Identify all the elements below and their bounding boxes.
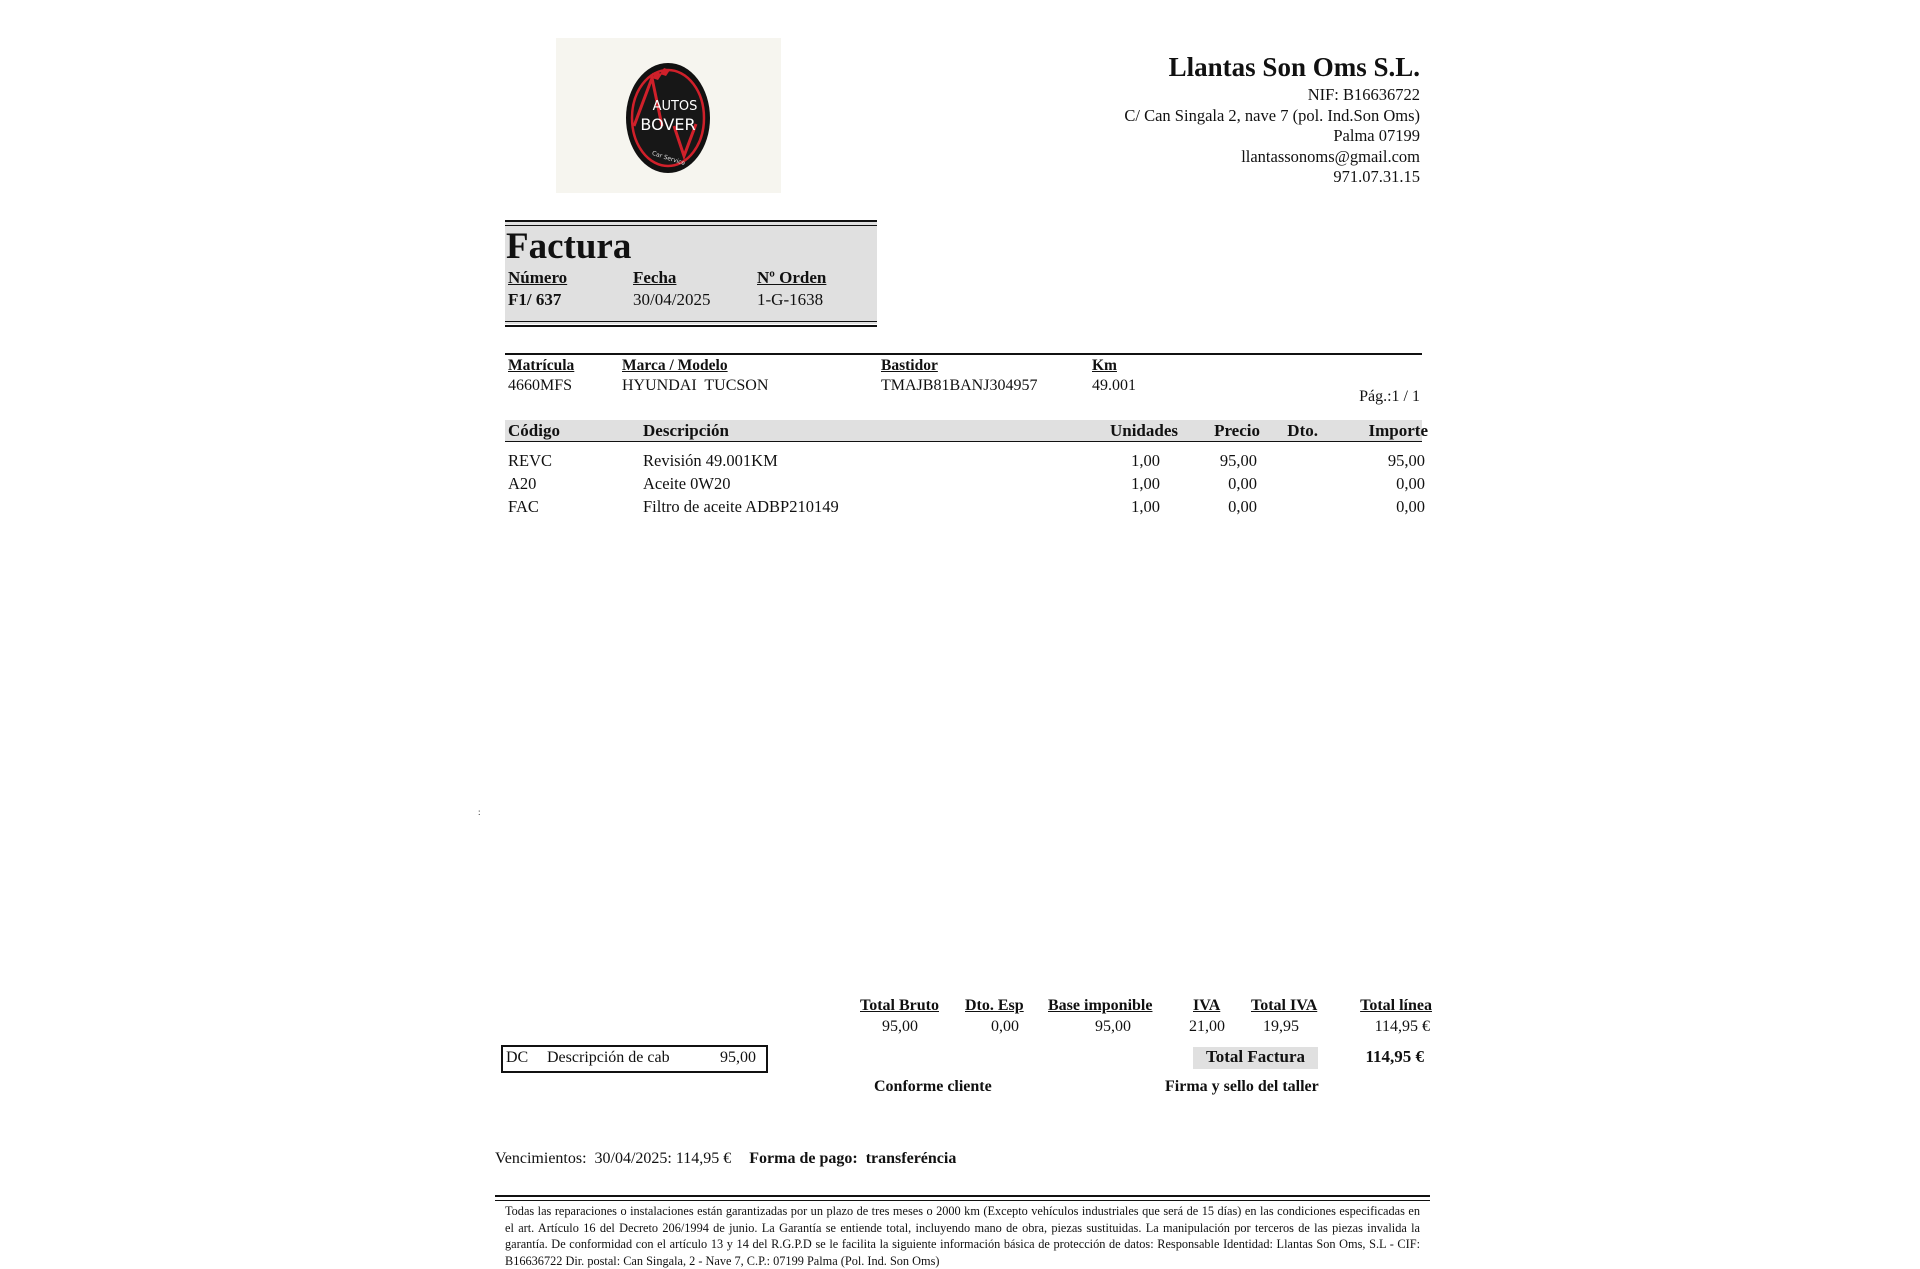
forma-pago-label: Forma de pago: — [749, 1150, 858, 1167]
company-header — [1124, 50, 1420, 188]
row-3-descripcion: Filtro de aceite ADBP210149 — [643, 497, 839, 516]
row-3-codigo: FAC — [508, 497, 539, 516]
iva-label: IVA — [1193, 997, 1221, 1014]
row-3-precio: 0,00 — [1228, 497, 1257, 516]
row-3-importe: 0,00 — [1396, 497, 1425, 516]
footer-rule — [495, 1195, 1430, 1201]
matricula-label: Matrícula — [508, 357, 575, 374]
legal-text: Todas las reparaciones o instalaciones están garantizadas por un plazo de tres meses o 2000 km (Excepto vehículos industriales que será de 15 días) en las condiciones especificadas en el art. Artículo 16 del Decreto 206/1994 de junio. La Garantía se entiende total, incluyendo mano de obra, piezas sustituidas. La manipulación por terceros de las piezas invalida la garantía. De conformidad con el artículo 13 y 14 del R.G.P.D se le facilita la siguiente información básica de protección de datos: Responsable Identidad: Llantas Son Oms, S.L - CIF: B16636722 Dir. postal: Can Singala, 2 - Nave 7, C.P.: 07199 Palma (Pol. Ind. Son Oms) — [505, 1204, 1420, 1268]
conforme-cliente: Conforme cliente — [874, 1078, 992, 1095]
fecha-label: Fecha — [633, 268, 677, 287]
base-imponible-value: 95,00 — [1095, 1018, 1131, 1035]
invoice-date: 30/04/2025 — [633, 290, 711, 309]
dto-esp-label: Dto. Esp — [965, 997, 1024, 1014]
firma-taller: Firma y sello del taller — [1165, 1078, 1319, 1095]
company-city: Palma 07199 — [1333, 126, 1420, 145]
total-bruto-value: 95,00 — [882, 1018, 918, 1035]
row-1-codigo: REVC — [508, 451, 553, 470]
dc-amount: 95,00 — [720, 1049, 756, 1066]
col-precio-header: Precio — [1214, 421, 1260, 440]
dc-box — [501, 1045, 768, 1073]
col-importe-header: Importe — [1368, 421, 1428, 440]
dc-description: Descripción de cab — [547, 1049, 670, 1066]
total-linea-value: 114,95 € — [1374, 1018, 1430, 1035]
row-2-importe: 0,00 — [1396, 474, 1425, 493]
row-2-unidades: 1,00 — [1131, 474, 1160, 493]
total-bruto-label: Total Bruto — [860, 997, 939, 1014]
col-descripcion-header: Descripción — [643, 421, 729, 440]
total-iva-label: Total IVA — [1251, 997, 1318, 1014]
invoice-title: Factura — [506, 226, 632, 267]
payment-line — [495, 1150, 956, 1168]
logo-text-autos: AUTOS — [652, 99, 698, 114]
side-mark: : — [478, 807, 481, 817]
company-name: Llantas Son Oms S.L. — [1168, 52, 1420, 82]
modelo-value: HYUNDAI TUCSON — [622, 377, 769, 394]
logo-text-service: Car Service — [651, 149, 686, 168]
company-nif: NIF: B16636722 — [1307, 85, 1420, 104]
col-dto-header: Dto. — [1287, 421, 1318, 440]
header-box-bottom-rule — [505, 321, 877, 327]
forma-pago-value: transferéncia — [865, 1150, 957, 1167]
logo-text-bover: BOVER — [640, 115, 696, 134]
autos-bover-logo-image — [556, 38, 781, 193]
modelo-label: Marca / Modelo — [622, 357, 728, 374]
orden-label: Nº Orden — [757, 268, 827, 287]
dc-code: DC — [506, 1049, 529, 1066]
total-linea-label: Total línea — [1360, 997, 1432, 1014]
matricula-value: 4660MFS — [508, 377, 573, 394]
km-value: 49.001 — [1092, 377, 1136, 394]
company-email: llantassonoms@gmail.com — [1241, 146, 1420, 166]
company-logo — [556, 38, 781, 193]
row-1-precio: 95,00 — [1219, 451, 1257, 470]
bastidor-label: Bastidor — [881, 357, 938, 374]
row-2-codigo: A20 — [508, 474, 537, 493]
row-1-descripcion: Revisión 49.001KM — [643, 451, 778, 470]
total-factura-label: Total Factura — [1205, 1047, 1305, 1066]
page-number: Pág.:1 / 1 — [1359, 388, 1420, 405]
iva-value: 21,00 — [1189, 1018, 1225, 1035]
row-1-importe: 95,00 — [1387, 451, 1425, 470]
row-2-descripcion: Aceite 0W20 — [643, 474, 731, 493]
company-address: C/ Can Singala 2, nave 7 (pol. Ind.Son Oms) — [1124, 105, 1420, 125]
vencimientos: Vencimientos: 30/04/2025: 114,95 € — [495, 1150, 732, 1167]
col-codigo-header: Código — [508, 421, 560, 440]
row-1-unidades: 1,00 — [1131, 451, 1160, 470]
total-iva-value: 19,95 — [1263, 1018, 1299, 1035]
bastidor-value: TMAJB81BANJ304957 — [881, 377, 1038, 394]
total-factura-value: 114,95 € — [1365, 1047, 1424, 1066]
col-unidades-header: Unidades — [1109, 421, 1178, 440]
base-imponible-label: Base imponible — [1048, 997, 1153, 1014]
km-label: Km — [1092, 357, 1117, 374]
row-2-precio: 0,00 — [1228, 474, 1257, 493]
dto-esp-value: 0,00 — [991, 1018, 1019, 1035]
company-phone: 971.07.31.15 — [1333, 167, 1420, 186]
invoice-number: F1/ 637 — [508, 290, 562, 309]
numero-label: Número — [508, 268, 568, 287]
row-3-unidades: 1,00 — [1131, 497, 1160, 516]
order-number: 1-G-1638 — [757, 290, 824, 309]
vehicle-rule — [505, 353, 1422, 355]
